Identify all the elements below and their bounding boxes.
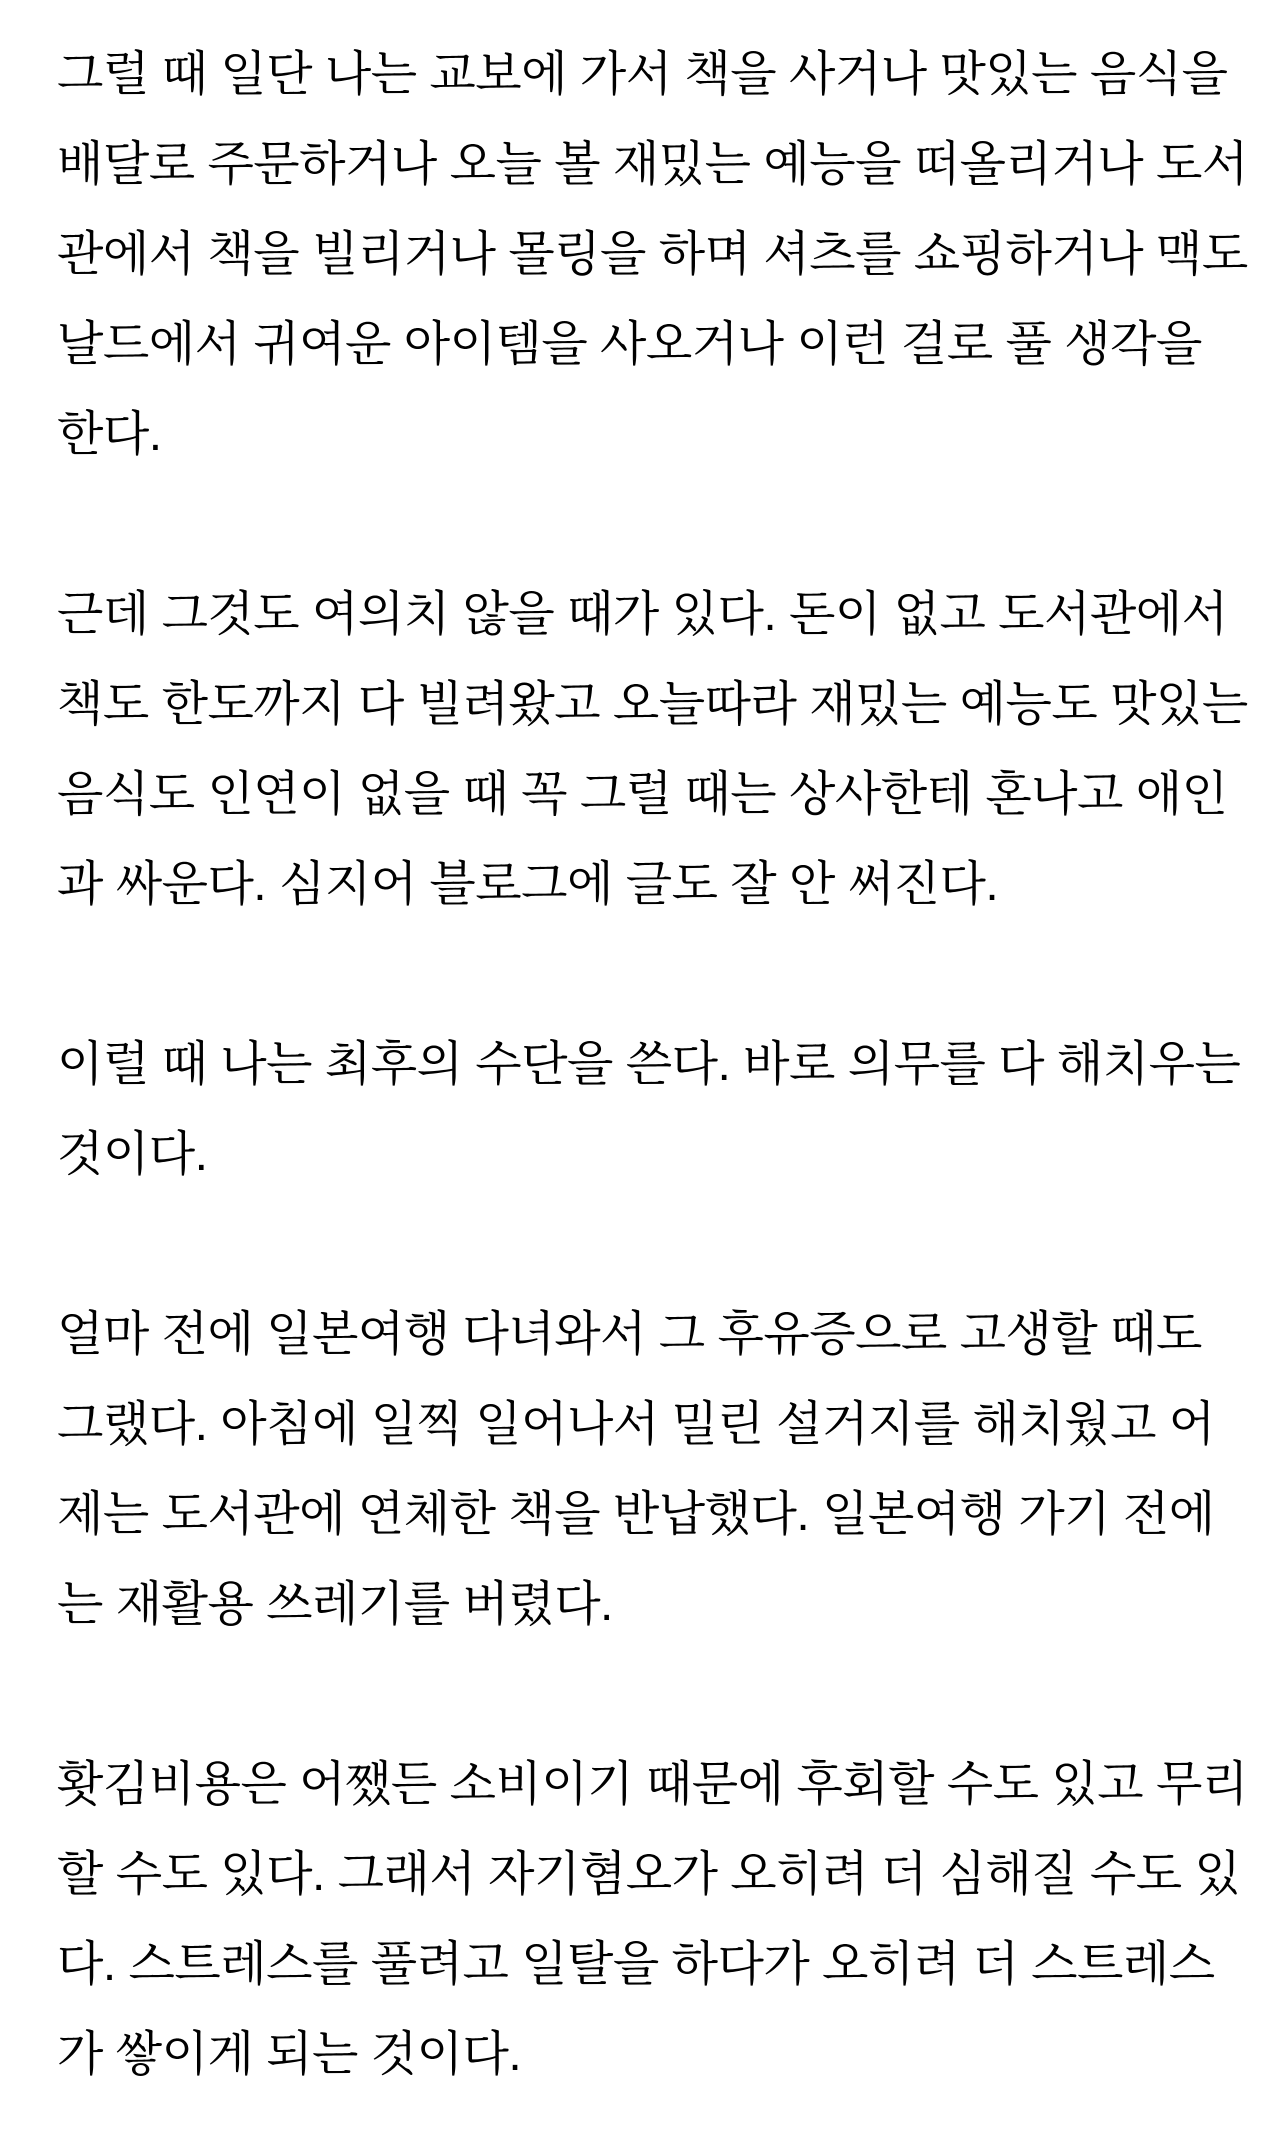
text-line: 는 재활용 쓰레기를 버렸다. bbox=[57, 1578, 613, 1631]
text-line: 그럴 때 일단 나는 교보에 가서 책을 사거나 맛있는 음식을 bbox=[57, 48, 1228, 101]
text-line: 다. 스트레스를 풀려고 일탈을 하다가 오히려 더 스트레스 bbox=[57, 1938, 1215, 1991]
text-line: 가 쌓이게 되는 것이다. bbox=[57, 2028, 522, 2081]
text-line: 책도 한도까지 다 빌려왔고 오늘따라 재밌는 예능도 맛있는 bbox=[57, 678, 1248, 731]
text-line: 홧김비용은 어쨌든 소비이기 때문에 후회할 수도 있고 무리 bbox=[57, 1758, 1248, 1811]
text-line: 얼마 전에 일본여행 다녀와서 그 후유증으로 고생할 때도 bbox=[57, 1308, 1202, 1361]
text-line: 관에서 책을 빌리거나 몰링을 하며 셔츠를 쇼핑하거나 맥도 bbox=[57, 228, 1248, 281]
paragraph bbox=[57, 570, 1248, 930]
paragraph bbox=[57, 1020, 1240, 1200]
paragraph bbox=[57, 30, 1248, 480]
text-line: 근데 그것도 여의치 않을 때가 있다. 돈이 없고 도서관에서 bbox=[57, 588, 1228, 641]
text-line: 제는 도서관에 연체한 책을 반납했다. 일본여행 가기 전에 bbox=[57, 1488, 1215, 1541]
text-line: 것이다. bbox=[57, 1128, 208, 1181]
paragraph bbox=[57, 1290, 1240, 1650]
text-line: 이럴 때 나는 최후의 수단을 쓴다. 바로 의무를 다 해치우는 bbox=[57, 1038, 1241, 1091]
text-line: 과 싸운다. 심지어 블로그에 글도 잘 안 써진다. bbox=[57, 858, 999, 911]
text-line: 그랬다. 아침에 일찍 일어나서 밀린 설거지를 해치웠고 어 bbox=[57, 1398, 1215, 1451]
text-line: 음식도 인연이 없을 때 꼭 그럴 때는 상사한테 혼나고 애인 bbox=[57, 768, 1228, 821]
paragraph bbox=[57, 1740, 1248, 2100]
text-line: 날드에서 귀여운 아이템을 사오거나 이런 걸로 풀 생각을 bbox=[57, 318, 1202, 371]
text-line: 배달로 주문하거나 오늘 볼 재밌는 예능을 떠올리거나 도서 bbox=[57, 138, 1248, 191]
text-line: 할 수도 있다. 그래서 자기혐오가 오히려 더 심해질 수도 있 bbox=[57, 1848, 1241, 1901]
text-line: 한다. bbox=[57, 408, 162, 461]
